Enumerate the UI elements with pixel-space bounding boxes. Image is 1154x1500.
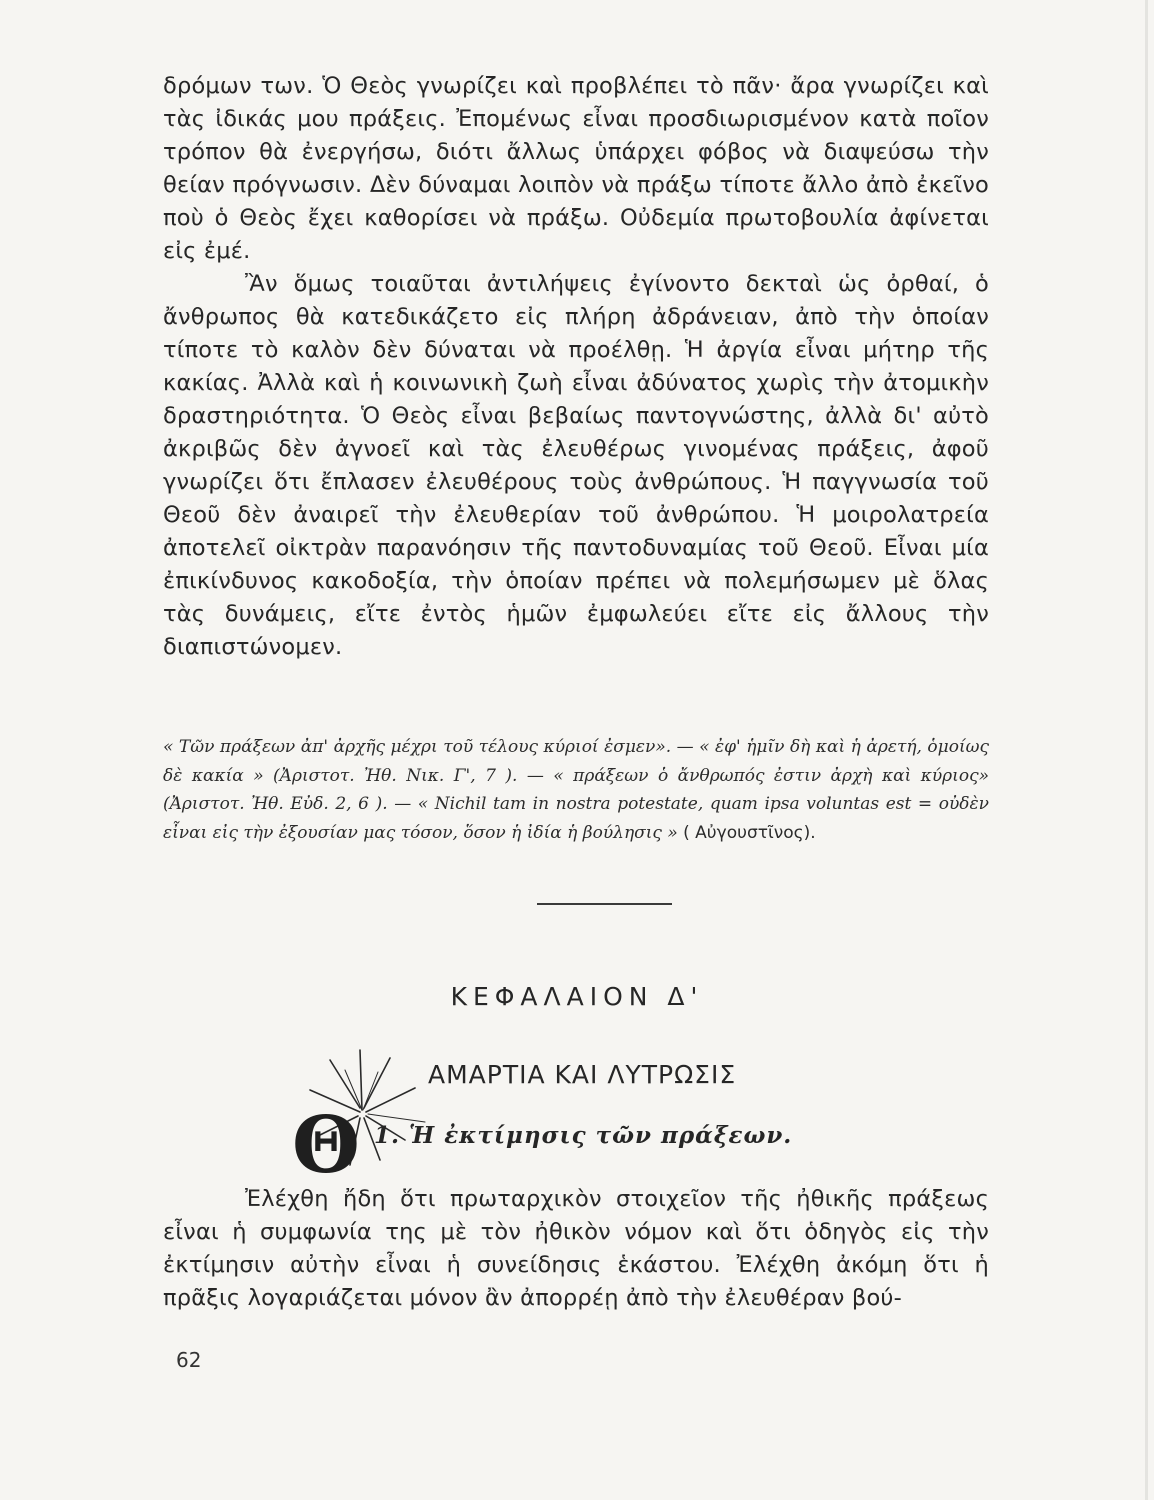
- footnote-attribution: ( Αὐγουστῖνος).: [683, 822, 816, 843]
- section-paragraph: Ἐλέχθη ἤδη ὅτι πρωταρχικὸν στοιχεῖον τῆς ἠθικῆς πράξεως εἶναι ἡ συμφωνία της μὲ τὸν ἠθικὸν νόμον καὶ ὅτι ὁδηγὸς εἰς τὴν ἐκτίμησιν αὐτὴν εἶναι ἡ συνείδησις ἑκάστου. Ἐλέχθη ἀκόμη ὅτι ἡ πρᾶξις λογαριάζεται μόνον ἂν ἀπορρέῃ ἀπὸ τὴν ἐλευθέραν βού-: [163, 1186, 989, 1311]
- main-body-text: [163, 70, 989, 664]
- chapter-title: ΚΕΦΑΛΑΙΟΝ Δ': [450, 982, 704, 1011]
- decorative-initial-ornament-icon: [290, 1040, 430, 1180]
- scan-edge-shadow: [1145, 0, 1148, 1500]
- footnote-quote: « Τῶν πράξεων ἀπ' ἀρχῆς μέχρι τοῦ τέλους κύριοί ἐσμεν». — « ἐφ' ἡμῖν δὴ καὶ ἡ ἀρετή, ὁμοίως δὲ κακία » (Ἀριστοτ. Ἠθ. Νικ. Γ', 7 ). — « πράξεων ὁ ἄνθρωπός ἐστιν ἀρχὴ καὶ κύριος» (Ἀριστοτ. Ἠθ. Εὐδ. 2, 6 ). — « Nichil tam in nostra potestate, quam ipsa voluntas est = οὐδὲν εἶναι εἰς τὴν ἐξουσίαν μας τόσον, ὅσον ἡ ἰδία ἡ βούλησις »: [163, 737, 989, 843]
- section-heading: 1. Ἡ ἐκτίμησις τῶν πράξεων.: [374, 1122, 793, 1149]
- section-divider: [537, 903, 672, 905]
- section-body-text: [163, 1183, 989, 1315]
- paragraph-2: Ἂν ὅμως τοιαῦται ἀντιλήψεις ἐγίνοντο δεκταὶ ὡς ὀρθαί, ὁ ἄνθρωπος θὰ κατεδικάζετο εἰς πλήρη ἀδράνειαν, ἀπὸ τὴν ὁποίαν τίποτε τὸ καλὸν δὲν δύναται νὰ προέλθῃ. Ἡ ἀργία εἶναι μήτηρ τῆς κακίας. Ἀλλὰ καὶ ἡ κοινωνικὴ ζωὴ εἶναι ἀδύνατος χωρὶς τὴν ἀτομικὴν δραστηριότητα. Ὁ Θεὸς εἶναι βεβαίως παντογνώστης, ἀλλὰ δι' αὐτὸ ἀκριβῶς δὲν ἀγνοεῖ καὶ τὰς ἐλευθέρως γινομένας πράξεις, ἀφοῦ γνωρίζει ὅτι ἔπλασεν ἐλευθέρους τοὺς ἀνθρώπους. Ἡ παγγνωσία τοῦ Θεοῦ δὲν ἀναιρεῖ τὴν ἐλευθερίαν τοῦ ἀνθρώπου. Ἡ μοιρολατρεία ἀποτελεῖ οἰκτρὰν παρανόησιν τῆς παντοδυναμίας τοῦ Θεοῦ. Εἶναι μία ἐπικίνδυνος κακοδοξία, τὴν ὁποίαν πρέπει νὰ πολεμήσωμεν μὲ ὅλας τὰς δυνάμεις, εἴτε ἐντὸς ἡμῶν ἐμφωλεύει εἴτε εἰς ἄλλους τὴν διαπιστώνομεν.: [163, 271, 989, 660]
- paragraph-1: δρόμων των. Ὁ Θεὸς γνωρίζει καὶ προβλέπει τὸ πᾶν· ἄρα γνωρίζει καὶ τὰς ἰδικάς μου πράξεις. Ἐπομένως εἶναι προσδιωρισμένον κατὰ ποῖον τρόπον θὰ ἐνεργήσω, διότι ἄλλως ὑπάρχει φόβος νὰ διαψεύσω τὴν θείαν πρόγνωσιν. Δὲν δύναμαι λοιπὸν νὰ πράξω τίποτε ἄλλο ἀπὸ ἐκεῖνο ποὺ ὁ Θεὸς ἔχει καθορίσει νὰ πράξω. Οὐδεμία πρωτοβουλία ἀφίνεται εἰς ἐμέ.: [163, 73, 989, 264]
- chapter-subtitle: ΑΜΑΡΤΙΑ ΚΑΙ ΛΥΤΡΩΣΙΣ: [428, 1060, 737, 1089]
- quotation-footnote: [163, 733, 989, 847]
- ornament-initial-letter: Θ: [292, 1100, 360, 1180]
- page-number: 62: [176, 1348, 202, 1372]
